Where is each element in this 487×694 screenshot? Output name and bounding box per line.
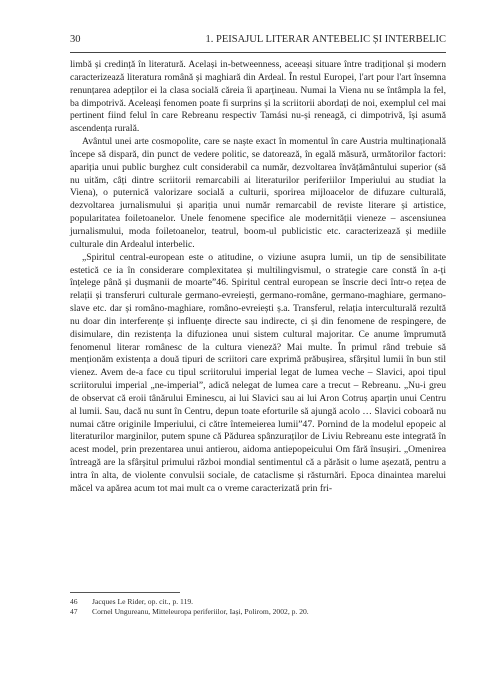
footnote-number: 47 [70, 607, 78, 616]
footnote [70, 597, 446, 607]
footnote [70, 607, 446, 617]
body-text [70, 59, 446, 496]
paragraph-central-european-spirit: „Spiritul central-european este o atitudine, o viziune asupra lumii, un tip de sensibilitate estetică ce ia în considerare complexitatea și multilingvismul, o strategie care constă în a-ți înțelege până și dușmanii de moarte”46. Spiritul central european se înscrie deci într-o rețea de relații și transferuri culturale germano-evreiești, germano-române, germano-maghiare, germano-slave etc. dar și româno-maghiare, româno-evreiești ș.a. Transferul, relația interculturală rezultă nu doar din interferențe și influențe directe sau indirecte, ci și din fenomene de respingere, de disimulare, din rezistența la difuzionea unui sistem cultural majoritar. Ce anume împrumută fenomenul literar românesc de la cultura vieneză? Mai multe. În primul rând trebuie să menționăm existența a două tipuri de scriitori care exprimă prăbușirea, sfârșitul lumii în bun stil vienez. Avem de-a face cu tipul scriitorului imperial legat de lumea veche – Slavici, apoi tipul scriitorului imperial „ne-imperial”, adică nelegat de lumea care a trecut – Rebreanu. „Nu-i greu de observat că eroii tânărului Eminescu, ai lui Slavici sau ai lui Aron Cotruș aparțin unui Centru al lumii. Sau, dacă nu sunt în Centru, depun toate eforturile să ajungă acolo … Slavici coboară nu numai către originile Imperiului, ci către întemeierea lumii”47. Pornind de la modelul epopeic al literaturilor marginilor, putem spune că Pădurea spânzuraților de Liviu Rebreanu este integrată în acest model, prin prezentarea unui antierou, aidoma antiepopeicului Om fără însușiri. „Omenirea întreagă are la sfârșitul primului război mondial sentimentul că a părăsit o lume așezată, pentru a intra în alta, de violente convulsii sociale, de cataclisme și răsturnări. Epoca dinaintea marelui măcel va apărea acum tot mai mult ca o vreme caracterizată prin fri- [70, 251, 446, 494]
footnote-number: 46 [70, 597, 78, 606]
header-rule [70, 52, 446, 53]
footnote-text: Jacques Le Rider, op. cit., p. 119. [92, 597, 194, 606]
page-number: 30 [70, 34, 81, 45]
footnote-rule [70, 592, 180, 593]
running-title: 1. PEISAJUL LITERAR ANTEBELIC ȘI INTERBELIC [205, 34, 446, 45]
paragraph-cosmopolitan-art: Avântul unei arte cosmopolite, care se naște exact în momentul în care Austria multinațională începe să dispară, din punct de vedere politic, se datorează, în egală măsură, următorilor factori: apariția unui public burghez cult considerabil ca număr, dezvoltarea învățământului superior (să nu uităm, câți dintre scriitorii remarcabili ai literaturilor periferiilor Imperiului au studiat la Viena), o puternică valorizare socială a culturii, sporirea mijloacelor de difuzare culturală, dezvoltarea jurnalismului și apariția unui număr remarcabil de reviste literare și artistice, popularitatea foiletoanelor. Unele fenomene specifice ale modernității vieneze – ascensiunea jurnalismului, moda foiletoanelor, teatrul, boom-ul publicistic etc. caracterizează și mediile culturale din Ardealul interbelic. [70, 136, 446, 250]
footnotes [70, 597, 446, 617]
footnote-text: Cornel Ungureanu, Mitteleuropa periferiilor, Iași, Polirom, 2002, p. 20. [92, 607, 309, 616]
paragraph-continuation: limbă și credință în literatură. Același in-betweenness, aceeași situare între tradițional și modern caracterizează literatura română și maghiară din Ardeal. În restul Europei, l'art pour l'art însemna renunțarea adepților ei la clasa socială căreia îi aparțineau. Numai la Viena nu se întâmpla la fel, ba dimpotrivă. Aceleași fenomen poate fi surprins și la scriitorii abordați de noi, exemplul cel mai pertinent fiind felul în care Rebreanu respectiv Tamási nu-și reneagă, ci dimpotrivă, își asumă ascendența rurală. [70, 59, 446, 135]
running-header [70, 34, 446, 45]
